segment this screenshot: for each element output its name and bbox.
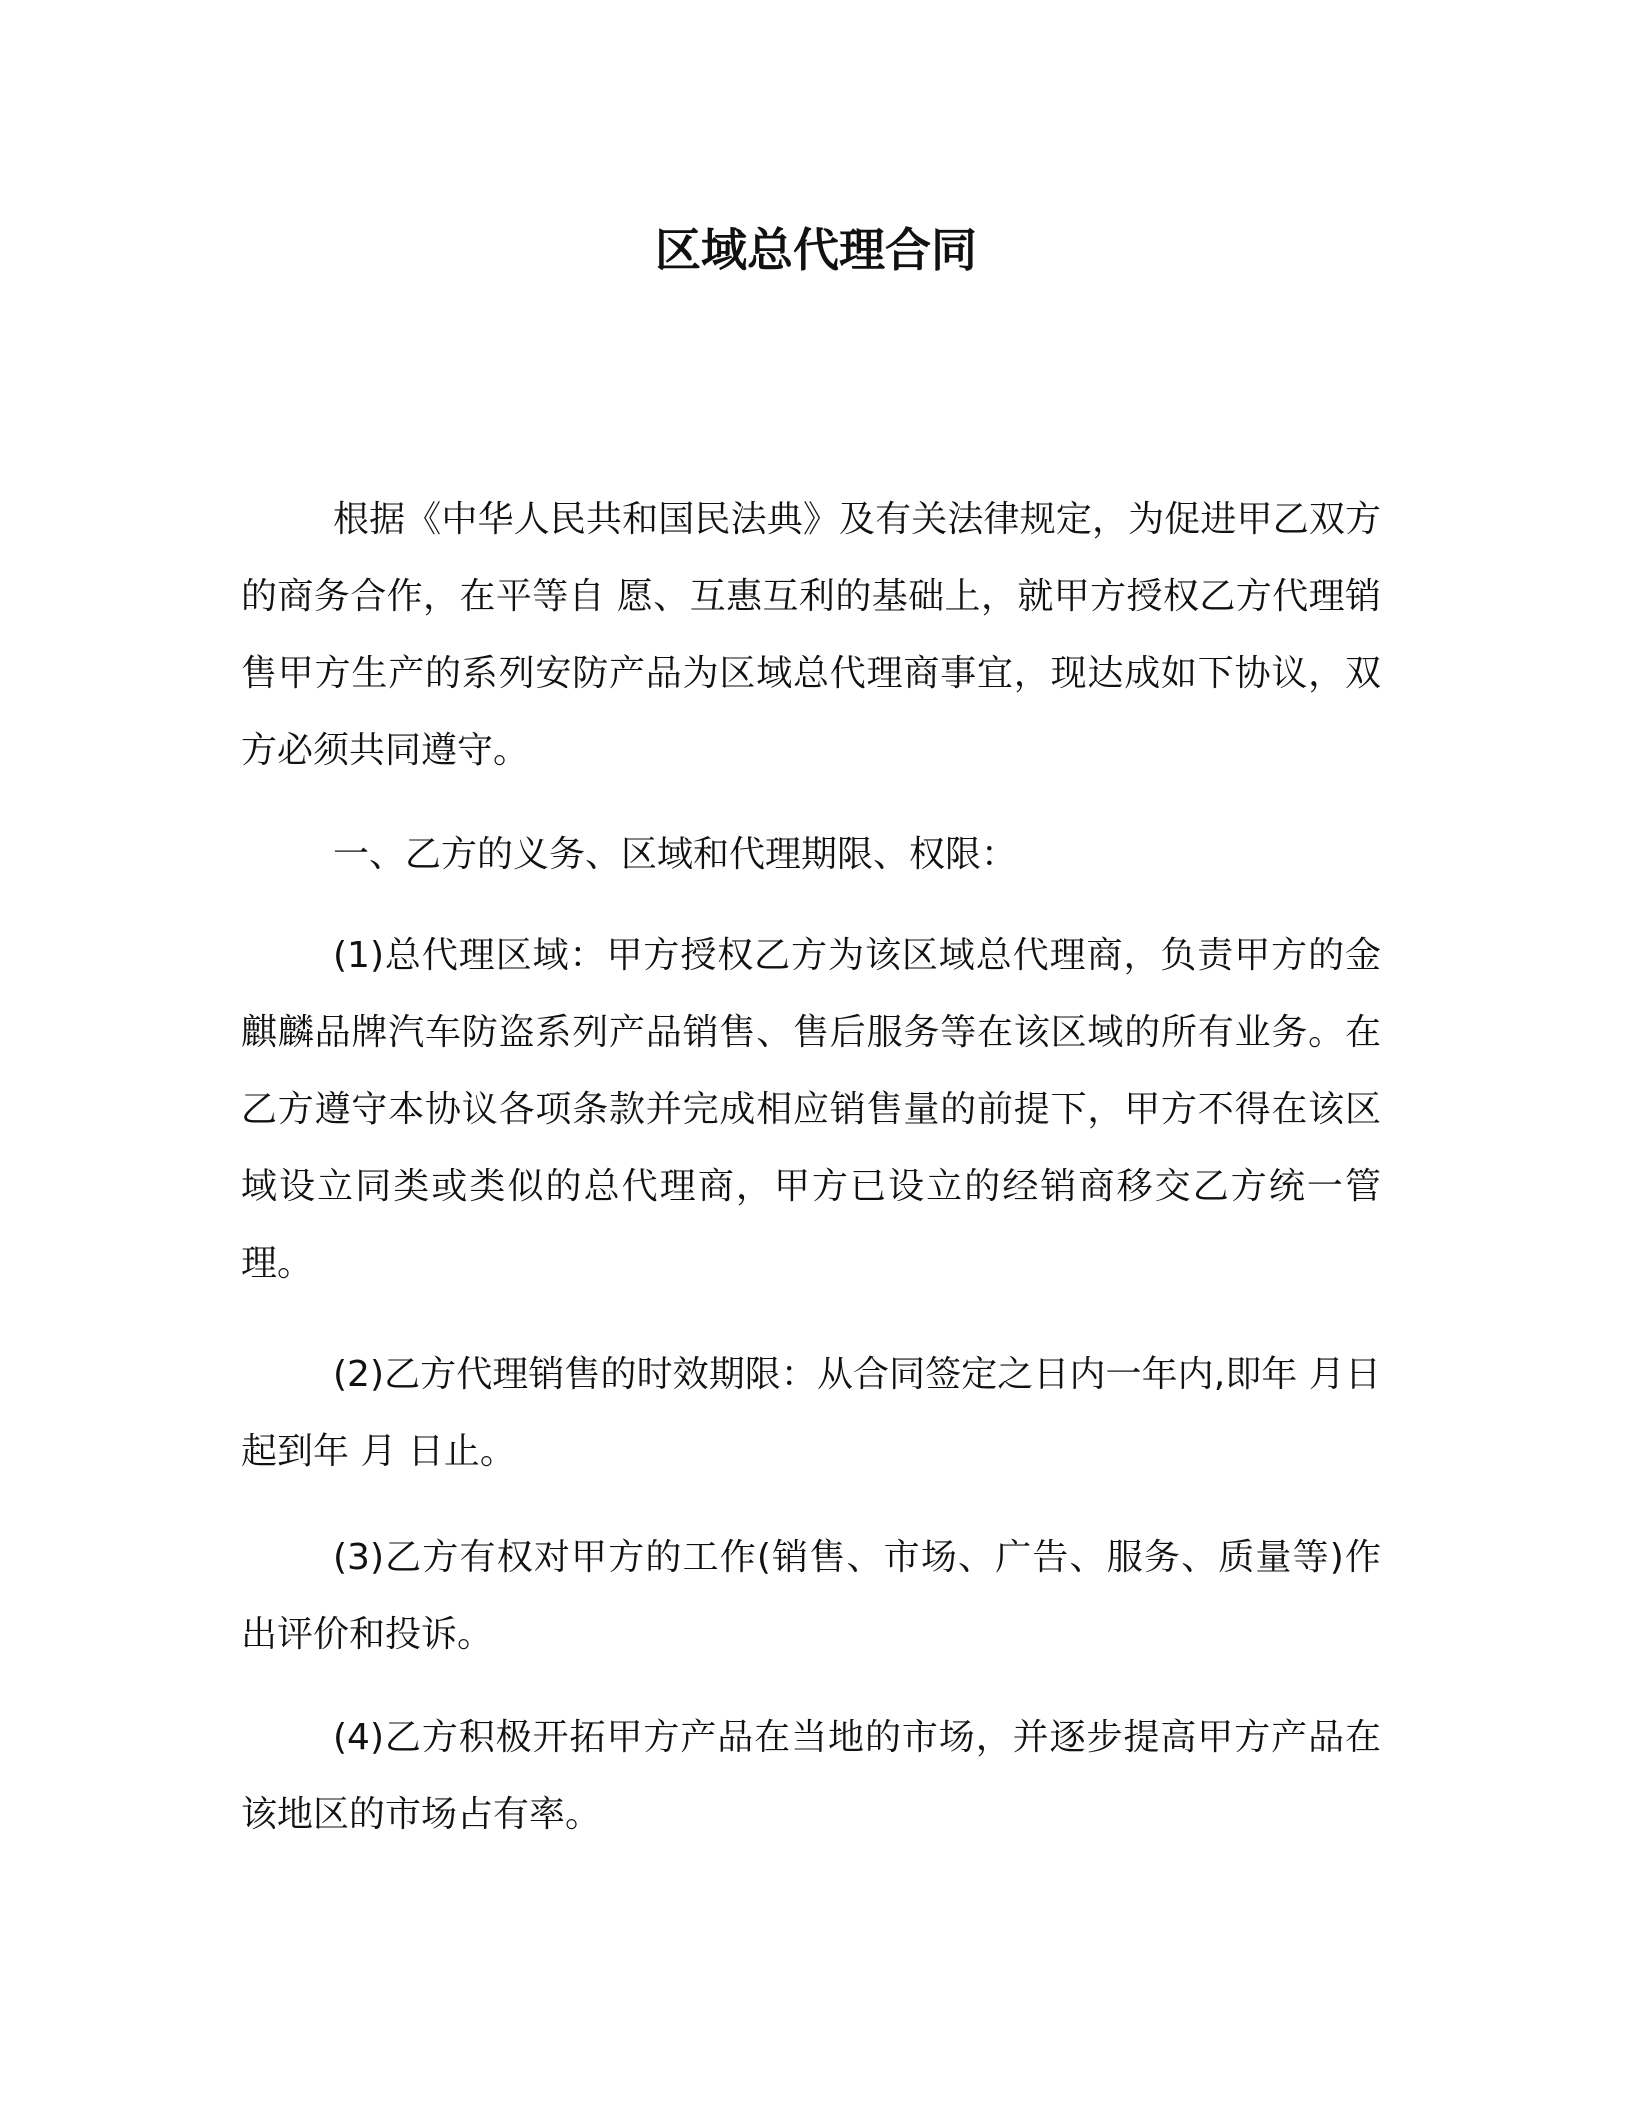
clause-3-paragraph: (3)乙方有权对甲方的工作(销售、市场、广告、服务、质量等)作出评价和投诉。	[241, 1537, 1381, 1655]
section-heading-1: 一、乙方的义务、区域和代理期限、权限：	[333, 834, 1018, 875]
clause-2-paragraph: (2)乙方代理销售的时效期限：从合同签定之日内一年内,即年 月日起到年 月 日止。	[241, 1354, 1381, 1472]
document-title: 区域总代理合同	[655, 223, 977, 277]
preamble-paragraph: 根据《中华人民共和国民法典》及有关法律规定，为促进甲乙双方的商务合作，在平等自 愿、互惠互利的基础上，就甲方授权乙方代理销售甲方生产的系列安防产品为区域总代理商事宜，现达成如下协议，双方必须共同遵守。	[241, 499, 1381, 771]
clause-1-paragraph: (1)总代理区域：甲方授权乙方为该区域总代理商，负责甲方的金麒麟品牌汽车防盗系列产品销售、售后服务等在该区域的所有业务。在乙方遵守本协议各项条款并完成相应销售量的前提下，甲方不得在该区域设立同类或类似的总代理商，甲方已设立的经销商移交乙方统一管理。	[241, 935, 1381, 1284]
clause-4-paragraph: (4)乙方积极开拓甲方产品在当地的市场，并逐步提高甲方产品在该地区的市场占有率。	[241, 1717, 1381, 1835]
